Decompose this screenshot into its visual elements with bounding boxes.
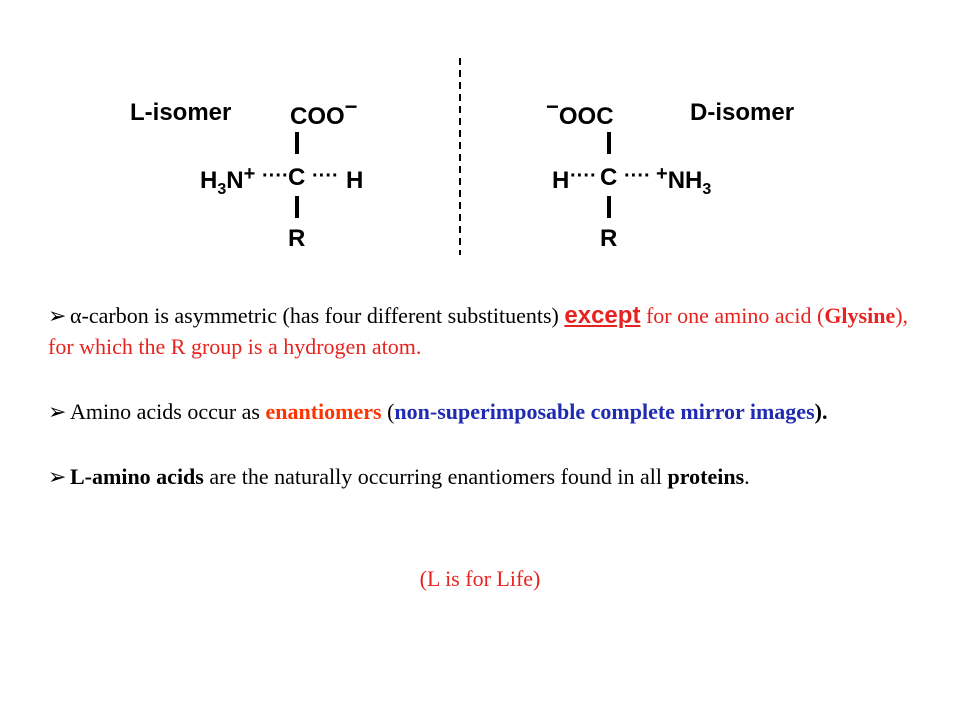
isomer-diagram <box>0 0 960 280</box>
d-wedge-top <box>607 132 611 154</box>
bullet-l-amino: ➢ L-amino acids are the naturally occurring enantiomers found in all proteins. <box>48 461 938 492</box>
bullet-enantiomers: ➢ Amino acids occur as enantiomers (non-superimposable complete mirror images). <box>48 396 938 427</box>
d-left-group: H <box>552 167 570 194</box>
arrow-bullet-icon: ➢ <box>48 464 67 489</box>
arrow-bullet-icon: ➢ <box>48 399 67 424</box>
d-right-bond: ···· <box>624 165 651 187</box>
d-center-carbon: C <box>600 164 618 191</box>
l-center-carbon: C <box>288 164 306 191</box>
d-bottom-group: R <box>600 225 618 252</box>
d-top-group: −OOC <box>546 94 614 130</box>
arrow-bullet-icon: ➢ <box>48 303 67 328</box>
l-amino-text: L-amino acids <box>70 464 204 489</box>
l-right-group: H <box>346 167 364 194</box>
l-wedge-top <box>295 132 299 154</box>
l-bottom-group: R <box>288 225 306 252</box>
l-isomer-label: L-isomer <box>130 99 232 126</box>
bullet-asymmetric: ➢ α-carbon is asymmetric (has four different substituents) except for one amino acid (Glysine), for which the R group is a hydrogen atom. <box>48 302 909 359</box>
l-left-bond: ···· <box>262 165 289 187</box>
except-text: except <box>564 302 641 329</box>
d-right-group: $^+NH_3$ <box>656 163 712 198</box>
d-left-bond: ···· <box>570 165 597 187</box>
l-wedge-bottom <box>295 196 299 218</box>
bullet-list <box>48 300 938 526</box>
l-left-group: $H_3N^+$ <box>200 163 256 198</box>
l-top-group: COO− <box>290 94 358 130</box>
glysine-text: Glysine <box>824 303 896 328</box>
proteins-text: proteins <box>667 464 745 489</box>
d-wedge-bottom <box>607 196 611 218</box>
life-note: (L is for Life) <box>419 566 541 591</box>
enantiomers-text: enantiomers <box>265 399 382 424</box>
d-isomer-label: D-isomer <box>690 99 795 126</box>
l-right-bond: ···· <box>312 165 339 187</box>
mirror-desc-text: non-superimposable complete mirror images <box>394 399 815 424</box>
